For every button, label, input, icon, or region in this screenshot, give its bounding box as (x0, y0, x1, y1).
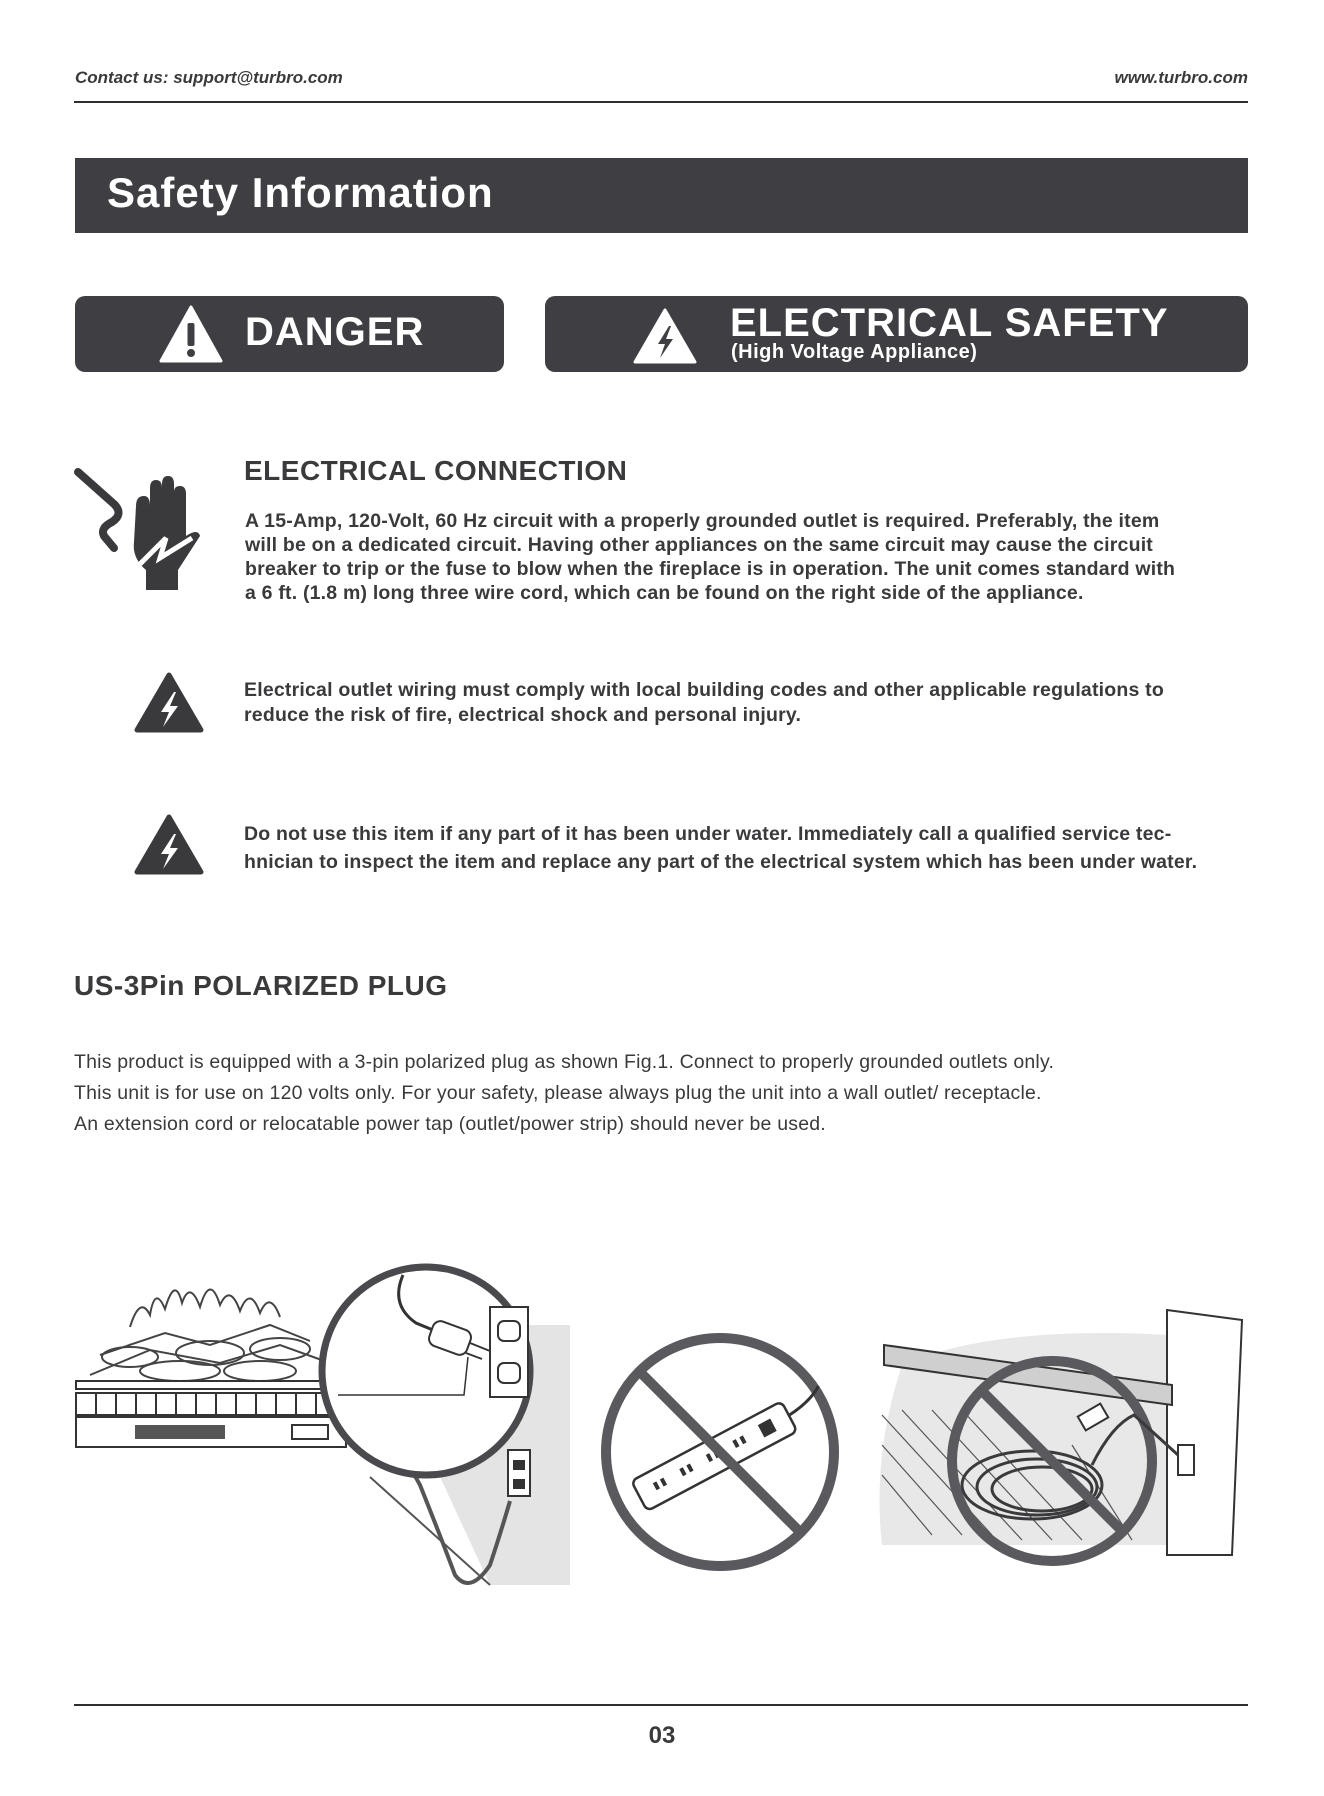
contact-email[interactable]: Contact us: support@turbro.com (75, 68, 343, 87)
no-extension-cord-illustration (872, 1305, 1244, 1585)
header-divider (74, 101, 1248, 103)
water-warning-text (244, 820, 1197, 876)
electrical-safety-badge (545, 296, 1248, 372)
text-line: reduce the risk of fire, electrical shock and personal injury. (244, 704, 802, 726)
text-line: will be on a dedicated circuit. Having other appliances on the same circuit may cause the circuit (245, 534, 1154, 556)
text-line: This product is equipped with a 3-pin polarized plug as shown Fig.1. Connect to properly grounded outlets only. (74, 1051, 1055, 1073)
website-link[interactable]: www.turbro.com (1114, 68, 1248, 87)
text-line: An extension cord or relocatable power tap (outlet/power strip) should never be used. (74, 1113, 826, 1135)
text-line: Do not use this item if any part of it has been under water. Immediately call a qualified service tec- (244, 823, 1172, 845)
high-voltage-icon (134, 814, 204, 876)
high-voltage-icon (633, 308, 697, 364)
footer-divider (74, 1704, 1248, 1706)
electrical-connection-text (245, 509, 1175, 605)
section-title: Safety Information (107, 169, 494, 216)
text-line: hnician to inspect the item and replace any part of the electrical system which has been under water. (244, 851, 1198, 873)
plug-section-title: US-3Pin POLARIZED PLUG (74, 970, 448, 1001)
danger-badge (75, 296, 504, 372)
no-power-strip-illustration (598, 1330, 842, 1574)
text-line: A 15-Amp, 120-Volt, 60 Hz circuit with a properly grounded outlet is required. Preferably, the item (245, 510, 1160, 532)
fireplace-plugged-illustration (70, 1245, 570, 1595)
high-voltage-icon (134, 672, 204, 734)
text-line: This unit is for use on 120 volts only. For your safety, please always plug the unit into a wall outlet/ receptacle. (74, 1082, 1042, 1104)
danger-label: DANGER (245, 310, 425, 354)
page-number: 03 (648, 1722, 676, 1749)
electrical-connection-title: ELECTRICAL CONNECTION (244, 455, 628, 486)
electric-shock-hand-icon (74, 466, 200, 592)
text-line: a 6 ft. (1.8 m) long three wire cord, which can be found on the right side of the appliance. (245, 582, 1084, 604)
electrical-safety-subtitle: (High Voltage Appliance) (731, 341, 978, 363)
text-line: breaker to trip or the fuse to blow when the fireplace is in operation. The unit comes standard with (245, 558, 1176, 580)
plug-section-text (74, 1047, 1054, 1140)
wiring-warning-text (244, 678, 1164, 728)
electrical-safety-title: ELECTRICAL SAFETY (730, 301, 1169, 345)
warning-exclamation-icon (159, 305, 223, 363)
text-line: Electrical outlet wiring must comply with local building codes and other applicable regulations to (244, 679, 1164, 701)
